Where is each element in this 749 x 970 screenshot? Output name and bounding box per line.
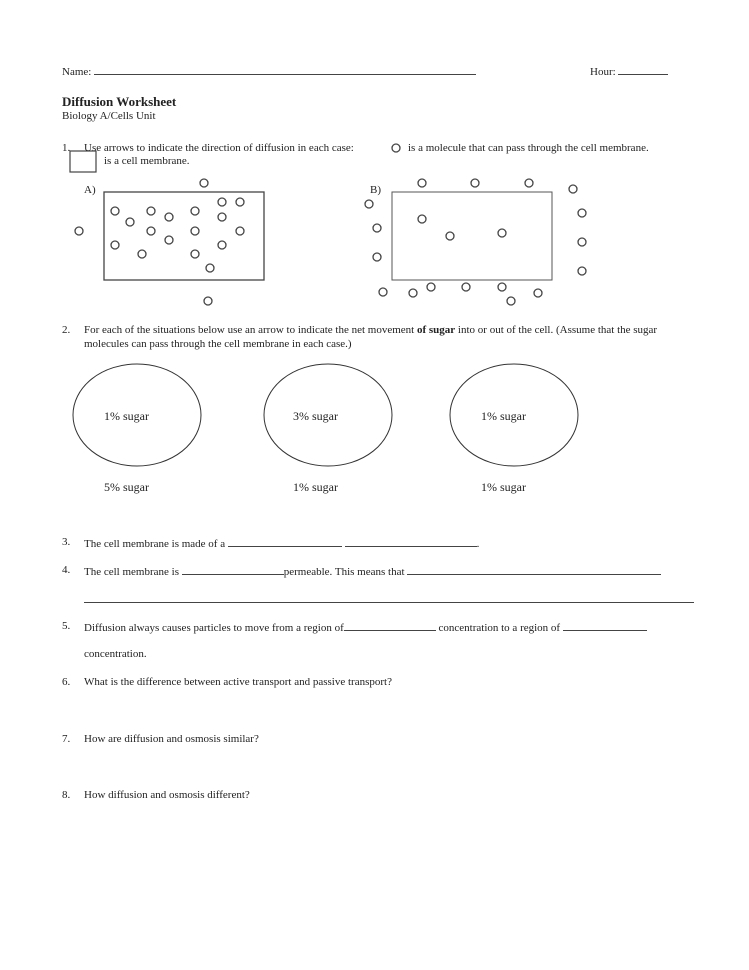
molecule-icon <box>75 227 83 235</box>
q4-blank-2[interactable] <box>407 564 661 575</box>
molecule-icon <box>165 213 173 221</box>
label-a: A) <box>84 184 96 196</box>
molecule-icon <box>218 241 226 249</box>
name-field[interactable] <box>62 64 476 78</box>
q4-line-2[interactable] <box>84 592 694 606</box>
molecule-icon <box>138 250 146 258</box>
molecule-icon <box>462 283 470 291</box>
cell-2-inside: 3% sugar <box>293 409 338 423</box>
molecule-icon <box>578 267 586 275</box>
cell-1-outside: 5% sugar <box>104 480 149 494</box>
q6-number: 6. <box>62 676 71 688</box>
name-label: Name: <box>62 66 92 78</box>
q5-blank-1[interactable] <box>344 620 436 631</box>
q1-text-b: is a molecule that can pass through the cell membrane. <box>408 142 649 154</box>
cell-membrane-a <box>104 192 264 280</box>
molecule-icon <box>569 185 577 193</box>
q2-text-c: molecules can pass through the cell membrane in each case.) <box>84 338 352 350</box>
q2-text: For each of the situations below use an arrow to indicate the net movement of sugar into or out of the cell. (Assume that the sugar <box>84 324 658 336</box>
q3-blank-1[interactable] <box>228 536 342 547</box>
molecule-icon <box>409 289 417 297</box>
q6-text: What is the difference between active transport and passive transport? <box>84 676 392 688</box>
molecule-icon <box>147 207 155 215</box>
q5: Diffusion always causes particles to move from a region of concentration to a region of <box>84 620 647 634</box>
molecule-icon <box>204 297 212 305</box>
molecule-icon <box>471 179 479 187</box>
molecule-icon <box>379 288 387 296</box>
q3: The cell membrane is made of a . <box>84 538 480 550</box>
molecule-icon <box>427 283 435 291</box>
q4: The cell membrane is permeable. This means that <box>84 564 661 578</box>
molecule-icon <box>418 215 426 223</box>
molecule-icon <box>525 179 533 187</box>
molecule-icon <box>418 179 426 187</box>
q1-number: 1. <box>62 142 71 154</box>
cell-2-outside: 1% sugar <box>293 480 338 494</box>
molecule-icon <box>236 227 244 235</box>
molecule-icon <box>111 241 119 249</box>
cell-membrane-b <box>392 192 552 280</box>
q1-text-a: Use arrows to indicate the direction of diffusion in each case: <box>84 142 354 154</box>
molecule-icon <box>498 283 506 291</box>
molecule-icon <box>191 207 199 215</box>
q4-number: 4. <box>62 564 71 576</box>
hour-label: Hour: <box>590 66 616 78</box>
q5-text-c: concentration. <box>84 648 147 660</box>
molecule-icon <box>365 200 373 208</box>
molecule-icon <box>200 179 208 187</box>
molecule-icon <box>218 198 226 206</box>
molecule-icon <box>578 209 586 217</box>
q5-blank-2[interactable] <box>563 620 647 631</box>
membrane-legend-icon <box>70 151 96 172</box>
page-title: Diffusion Worksheet <box>62 94 177 109</box>
label-b: B) <box>370 184 381 196</box>
molecule-icon <box>373 253 381 261</box>
cell-1-inside: 1% sugar <box>104 409 149 423</box>
molecule-icon <box>165 236 173 244</box>
q5-number: 5. <box>62 620 71 632</box>
subtitle: Biology A/Cells Unit <box>62 110 156 122</box>
q8-text: How diffusion and osmosis different? <box>84 789 250 801</box>
molecule-icon <box>373 224 381 232</box>
cell-3-inside: 1% sugar <box>481 409 526 423</box>
molecule-icon <box>191 227 199 235</box>
molecule-icon <box>111 207 119 215</box>
hour-field[interactable] <box>590 64 668 78</box>
q7-number: 7. <box>62 733 71 745</box>
molecule-icon <box>218 213 226 221</box>
molecule-icon <box>507 297 515 305</box>
q8-number: 8. <box>62 789 71 801</box>
q4-blank-1[interactable] <box>182 564 284 575</box>
molecule-icon <box>126 218 134 226</box>
molecule-legend-icon <box>392 144 400 152</box>
molecule-icon <box>147 227 155 235</box>
q3-blank-2[interactable] <box>345 536 477 547</box>
q1-text-c: is a cell membrane. <box>104 155 190 167</box>
molecule-icon <box>206 264 214 272</box>
molecule-icon <box>236 198 244 206</box>
molecule-icon <box>578 238 586 246</box>
q7-text: How are diffusion and osmosis similar? <box>84 733 259 745</box>
molecule-icon <box>534 289 542 297</box>
molecule-icon <box>191 250 199 258</box>
q2-number: 2. <box>62 324 71 336</box>
molecule-icon <box>498 229 506 237</box>
molecule-icon <box>446 232 454 240</box>
cell-3-outside: 1% sugar <box>481 480 526 494</box>
q3-number: 3. <box>62 536 71 548</box>
